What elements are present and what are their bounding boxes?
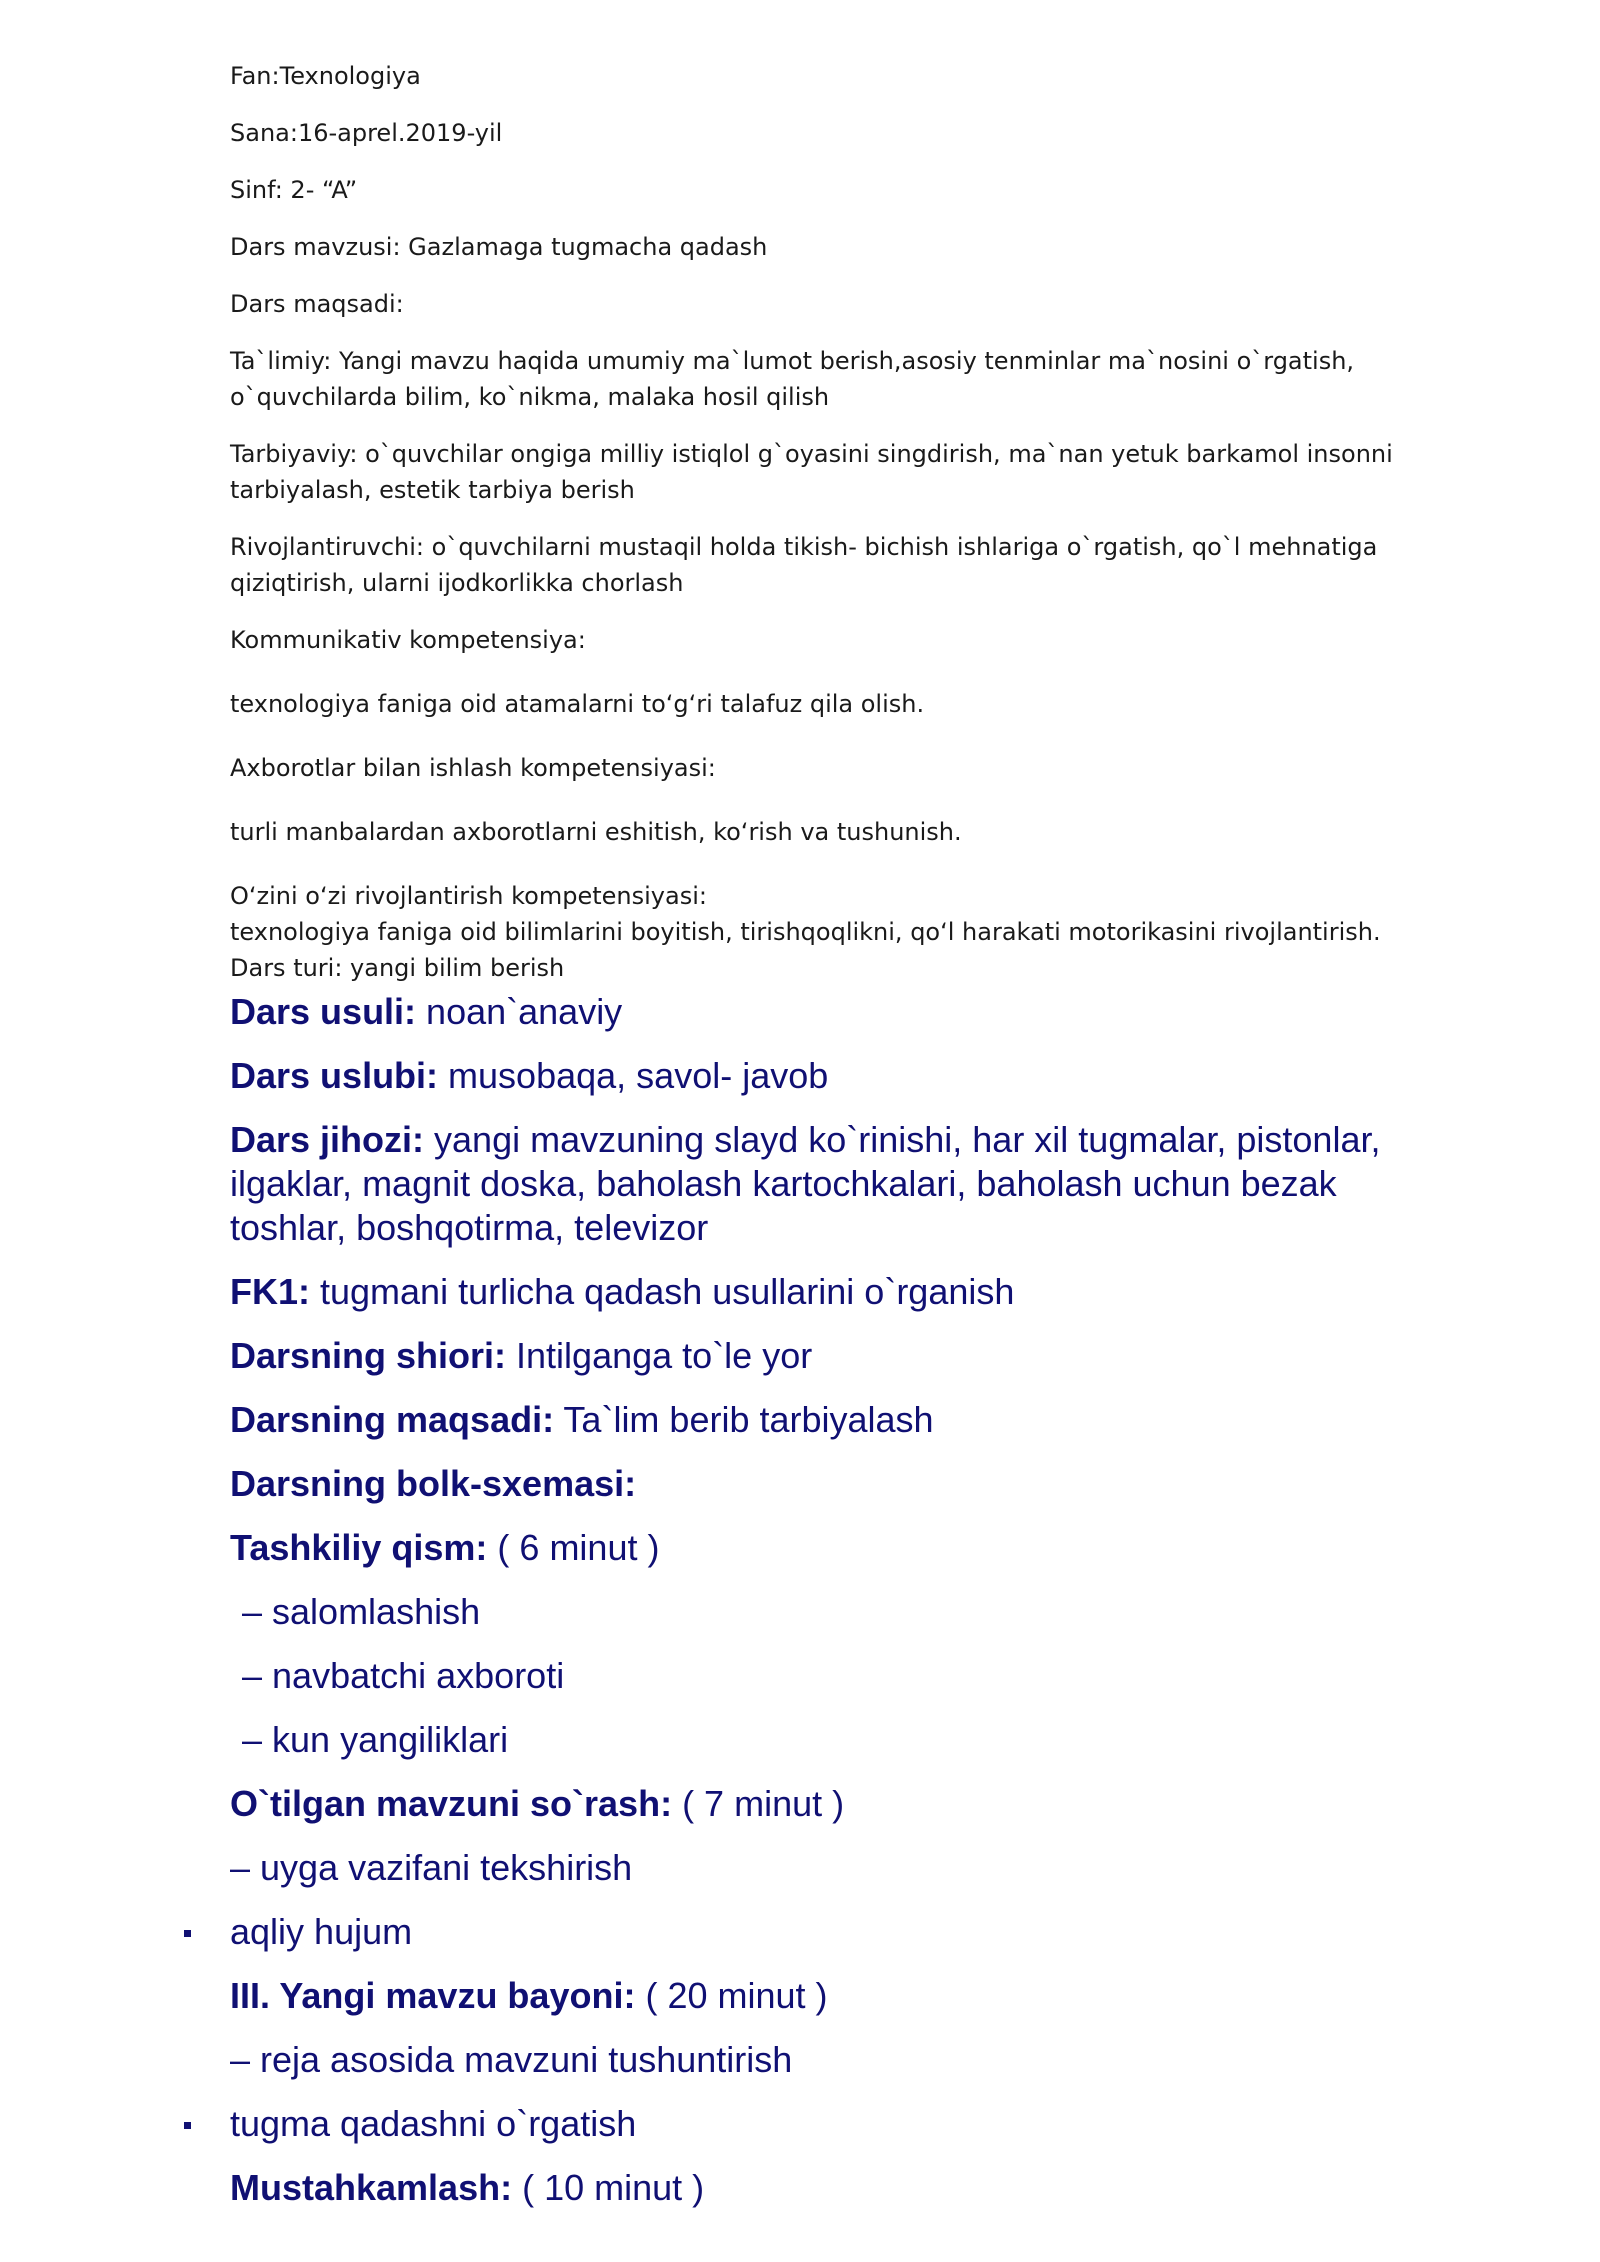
list-item: – salomlashish: [242, 1591, 481, 1632]
equipment-value: ilgaklar, magnit doska, baholash kartochkalari, baholash uchun bezak: [230, 1163, 1337, 1204]
information-heading: Axborotlar bilan ishlash kompetensiyasi:: [230, 754, 716, 782]
equipment-line: [230, 1118, 1530, 1250]
motto-line: [230, 1334, 1530, 1378]
date-line: Sana:16-aprel.2019-yil: [230, 119, 503, 147]
bullet-text: tugma qadashni o`rgatish: [230, 2103, 637, 2144]
communicative-heading: Kommunikativ kompetensiya:: [230, 626, 586, 654]
motto-label: Darsning shiori:: [230, 1335, 507, 1376]
bullet-square-icon: [184, 1930, 191, 1937]
subject-line: Fan:Texnologiya: [230, 62, 421, 90]
method-line: [230, 990, 1530, 1034]
bullet-text: aqliy hujum: [230, 1911, 413, 1952]
developmental-goal-line: qiziqtirish, ularni ijodkorlikka chorlash: [230, 569, 684, 597]
organizational-line: [230, 1526, 1530, 1570]
new-topic-duration: ( 20 minut ): [635, 1975, 828, 2016]
lesson-type: Dars turi: yangi bilim berish: [230, 954, 565, 982]
review-label: O`tilgan mavzuni so`rash:: [230, 1783, 673, 1824]
purpose-label: Darsning maqsadi:: [230, 1399, 555, 1440]
bullet-item: [230, 2102, 1530, 2146]
upbringing-goal: [230, 436, 1480, 508]
educational-goal-line: Ta`limiy: Yangi mavzu haqida umumiy ma`lumot berish,asosiy tenminlar ma`nosini o`rgatish,: [230, 347, 1355, 375]
organizational-label: Tashkiliy qism:: [230, 1527, 488, 1568]
upbringing-goal-line: tarbiyalash, estetik tarbiya berish: [230, 476, 635, 504]
fk1-value: tugmani turlicha qadash usullarini o`rganish: [310, 1271, 1015, 1312]
style-label: Dars uslubi:: [230, 1055, 439, 1096]
list-item: – reja asosida mavzuni tushuntirish: [230, 2039, 793, 2080]
communicative-text: texnologiya faniga oid atamalarni to‘g‘ri talafuz qila olish.: [230, 690, 925, 718]
bullet-square-icon: [184, 2122, 191, 2129]
method-value: noan`anaviy: [416, 991, 623, 1032]
reinforcement-duration: ( 10 minut ): [512, 2167, 705, 2208]
purpose-value: Ta`lim berib tarbiyalash: [554, 1399, 934, 1440]
motto-value: Intilganga to`le yor: [506, 1335, 813, 1376]
block-scheme-line: [230, 1462, 1530, 1506]
style-line: [230, 1054, 1530, 1098]
educational-goal-line: o`quvchilarda bilim, ko`nikma, malaka hosil qilish: [230, 383, 830, 411]
lesson-plan: [230, 990, 1530, 2230]
equipment-label: Dars jihozi:: [230, 1119, 425, 1160]
fk1-line: [230, 1270, 1530, 1314]
list-item: – kun yangiliklari: [242, 1719, 509, 1760]
list-item: – uyga vazifani tekshirish: [230, 1847, 633, 1888]
new-topic-label: III. Yangi mavzu bayoni:: [230, 1975, 636, 2016]
organizational-duration: ( 6 minut ): [487, 1527, 660, 1568]
list-item: – navbatchi axboroti: [242, 1655, 565, 1696]
review-duration: ( 7 minut ): [672, 1783, 845, 1824]
method-label: Dars usuli:: [230, 991, 417, 1032]
new-topic-line: [230, 1974, 1530, 2018]
topic-line: Dars mavzusi: Gazlamaga tugmacha qadash: [230, 233, 768, 261]
class-line: Sinf: 2- “A”: [230, 176, 358, 204]
style-value: musobaqa, savol- javob: [438, 1055, 829, 1096]
developmental-goal: [230, 529, 1480, 601]
block-scheme-label: Darsning bolk-sxemasi:: [230, 1463, 637, 1504]
self-development-heading: O‘zini o‘zi rivojlantirish kompetensiyasi:: [230, 882, 707, 910]
equipment-value: toshlar, boshqotirma, televizor: [230, 1207, 709, 1248]
review-line: [230, 1782, 1530, 1826]
purpose-line: [230, 1398, 1530, 1442]
equipment-value: yangi mavzuning slayd ko`rinishi, har xil tugmalar, pistonlar,: [424, 1119, 1381, 1160]
information-text: turli manbalardan axborotlarni eshitish, ko‘rish va tushunish.: [230, 818, 962, 846]
reinforcement-line: [230, 2166, 1530, 2210]
bullet-item: [230, 1910, 1530, 1954]
lesson-intro: [230, 58, 1480, 986]
developmental-goal-line: Rivojlantiruvchi: o`quvchilarni mustaqil holda tikish- bichish ishlariga o`rgatish, qo`l mehnatiga: [230, 533, 1378, 561]
fk1-label: FK1:: [230, 1271, 310, 1312]
upbringing-goal-line: Tarbiyaviy: o`quvchilar ongiga milliy istiqlol g`oyasini singdirish, ma`nan yetuk barkamol insonni: [230, 440, 1393, 468]
goal-heading: Dars maqsadi:: [230, 290, 404, 318]
educational-goal: [230, 343, 1480, 415]
reinforcement-label: Mustahkamlash:: [230, 2167, 513, 2208]
self-development-text: texnologiya faniga oid bilimlarini boyitish, tirishqoqlikni, qo‘l harakati motorikasini rivojlantirish.: [230, 918, 1381, 946]
